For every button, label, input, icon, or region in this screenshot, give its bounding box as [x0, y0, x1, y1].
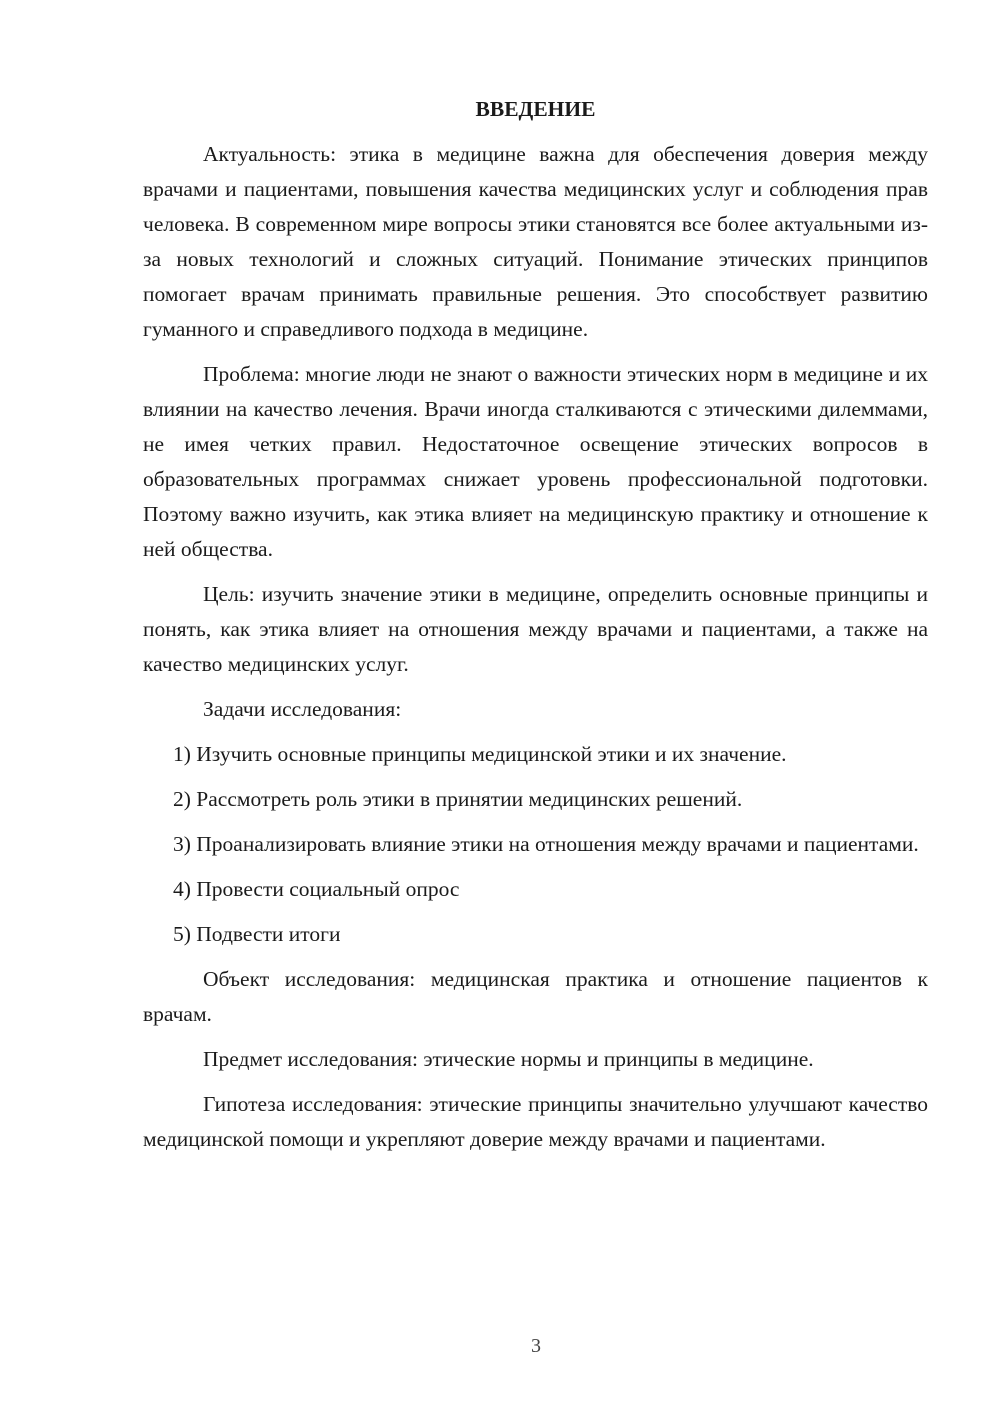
task-item-3: 3) Проанализировать влияние этики на отношения между врачами и пациентами.	[173, 832, 919, 856]
paragraph-goal: Цель: изучить значение этики в медицине, определить основные принципы и понять, как этика влияет на отношения между врачами и пациентами, а также на качество медицинских услуг.	[143, 582, 928, 676]
task-item-4: 4) Провести социальный опрос	[173, 877, 460, 901]
paragraph-problem: Проблема: многие люди не знают о важности этических норм в медицине и их влиянии на качество лечения. Врачи иногда сталкиваются с этическими дилеммами, не имея четких правил. Недостаточное освещение этических вопросов в образовательных программах снижает уровень профессиональной подготовки. Поэтому важно изучить, как этика влияет на медицинскую практику и отношение к ней общества.	[143, 362, 928, 561]
page-number: 3	[531, 1335, 541, 1357]
task-item-2: 2) Рассмотреть роль этики в принятии медицинских решений.	[173, 787, 743, 811]
paragraph-subject: Предмет исследования: этические нормы и принципы в медицине.	[203, 1047, 814, 1071]
paragraph-relevance: Актуальность: этика в медицине важна для обеспечения доверия между врачами и пациентами, повышения качества медицинских услуг и соблюдения прав человека. В современном мире вопросы этики становятся все более актуальными из-за новых технологий и сложных ситуаций. Понимание этических принципов помогает врачам принимать правильные решения. Это способствует развитию гуманного и справедливого подхода в медицине.	[143, 142, 928, 341]
paragraph-hypothesis: Гипотеза исследования: этические принципы значительно улучшают качество медицинской помощи и укрепляют доверие между врачами и пациентами.	[143, 1092, 928, 1151]
task-item-5: 5) Подвести итоги	[173, 922, 341, 946]
task-item-1: 1) Изучить основные принципы медицинской этики и их значение.	[173, 742, 787, 766]
document-page	[143, 92, 928, 1167]
tasks-heading: Задачи исследования:	[203, 697, 402, 721]
paragraph-object: Объект исследования: медицинская практика и отношение пациентов к врачам.	[143, 967, 928, 1026]
section-title: ВВЕДЕНИЕ	[475, 97, 596, 121]
